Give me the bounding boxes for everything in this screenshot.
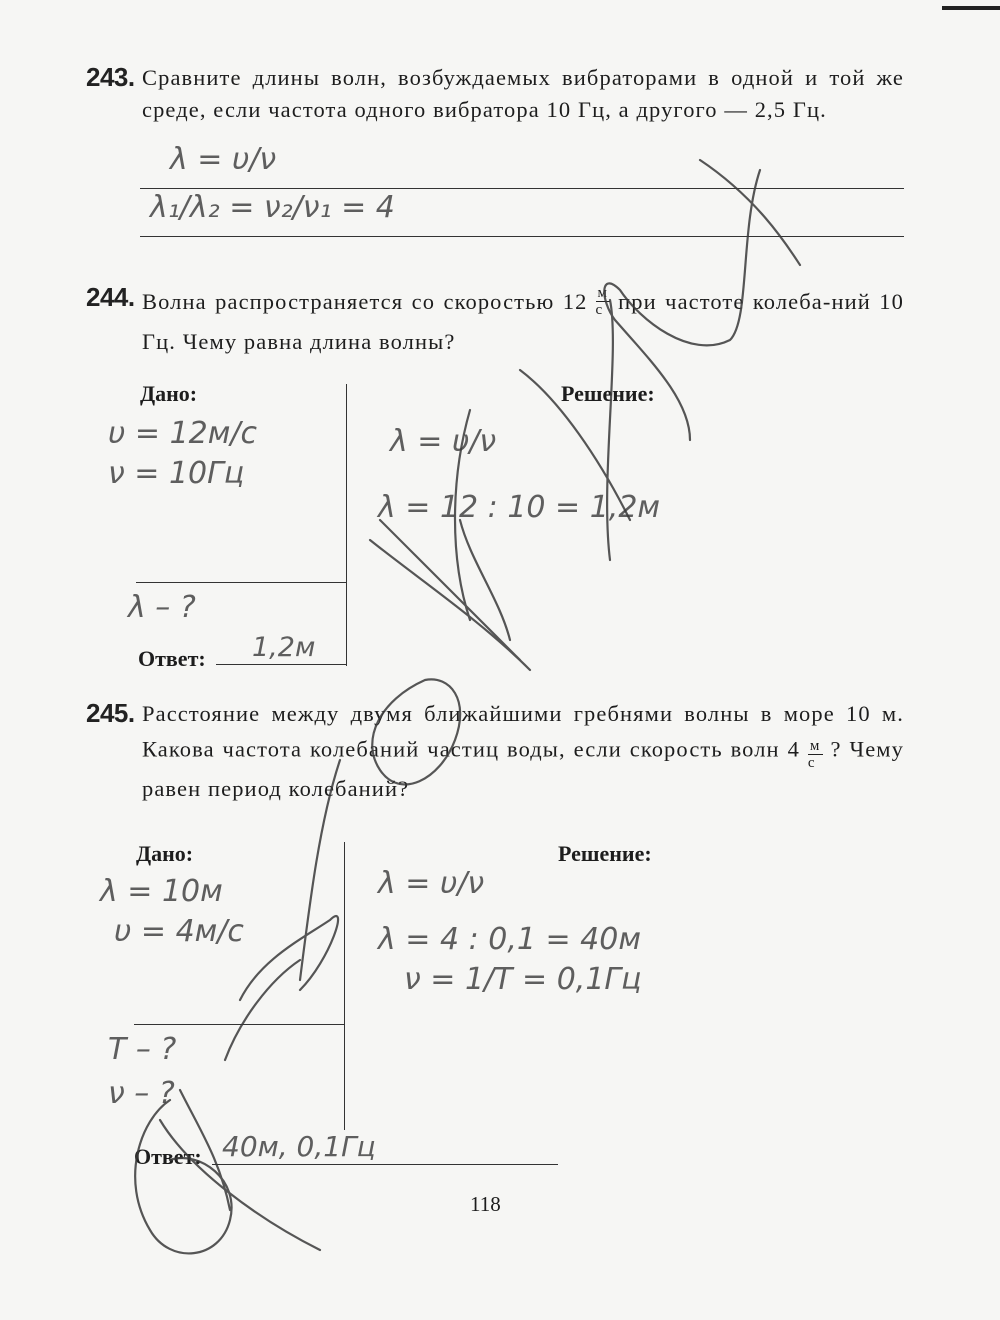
solution-label: Решение: (558, 841, 652, 866)
solution-formula: λ = υ/ν (378, 866, 485, 901)
find-frequency: ν – ? (108, 1076, 175, 1111)
unit-numerator: м (809, 738, 821, 754)
problem-243-text: Сравните длины волн, возбуждаемых вибраторами в одной и той же среде, если частота одного вибратора 10 Гц, а другого — 2,5 Гц. (142, 65, 904, 122)
problem-243-ratio: λ₁/λ₂ = ν₂/ν₁ = 4 (150, 190, 395, 225)
problem-245-number: 245. (86, 698, 135, 728)
page-number: 118 (470, 1192, 501, 1216)
answer-label: Ответ: (134, 1144, 202, 1169)
given-label: Дано: (136, 841, 194, 866)
solution-calc: λ = 4 : 0,1 = 40м (378, 922, 641, 957)
solution-formula: λ = υ/ν (390, 424, 497, 459)
problem-245-text-start: Расстояние между двумя ближайшими гребнями волны в море 10 м. Какова частота колебаний частиц воды, если скорость волн 4 (142, 701, 904, 762)
given-wavelength: λ = 10м (100, 874, 223, 909)
problem-244-number: 244. (86, 282, 135, 312)
problem-243-number: 243. (86, 62, 135, 92)
problem-243-formula: λ = υ/ν (170, 142, 277, 177)
problem-244-text-start: Волна распространяется со скоростью 12 (142, 289, 588, 314)
unit-denominator: с (595, 302, 604, 319)
given-speed: υ = 4м/с (114, 914, 244, 949)
solution-period: ν = 1/T = 0,1Гц (404, 962, 642, 997)
given-speed: υ = 12м/с (108, 416, 257, 451)
find-period: T – ? (108, 1032, 177, 1067)
answer-label: Ответ: (138, 646, 206, 671)
given-frequency: ν = 10Гц (108, 456, 245, 491)
answer-value: 1,2м (252, 632, 316, 663)
problem-245-text-end: ? Чему равен период колебаний? (142, 736, 904, 801)
solution-label: Решение: (561, 381, 655, 406)
given-label: Дано: (140, 381, 198, 406)
find-wavelength: λ – ? (128, 590, 196, 625)
solution-calc: λ = 12 : 10 = 1,2м (378, 490, 661, 525)
problem-244-text-end: при частоте колеба-ний 10 Гц. Чему равна длина волны? (142, 289, 905, 354)
unit-numerator: м (597, 285, 609, 302)
answer-value: 40м, 0,1Гц (222, 1130, 376, 1163)
unit-denominator: с (807, 755, 816, 771)
